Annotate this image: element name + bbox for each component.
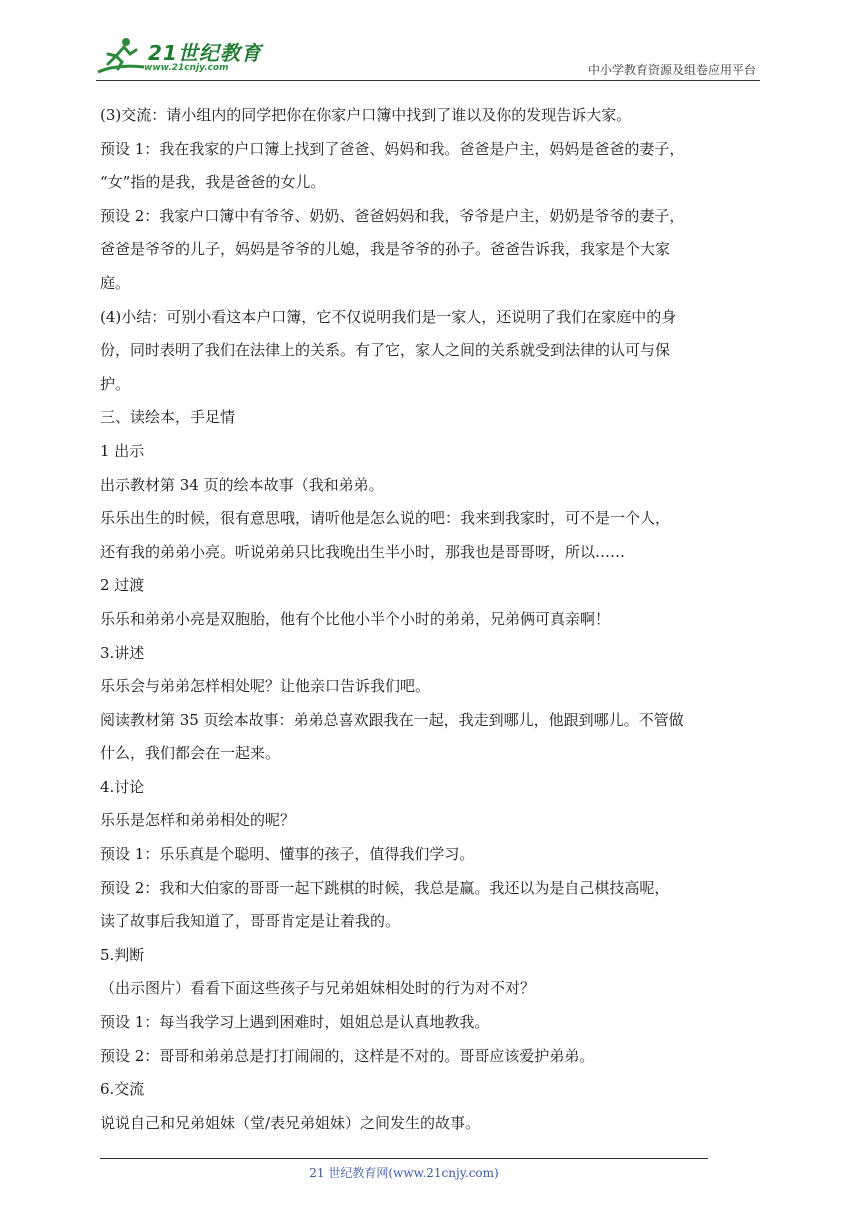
header-divider xyxy=(96,80,760,81)
logo-text: 21世纪教育 xyxy=(148,41,262,65)
footer-divider xyxy=(100,1158,708,1159)
text-line: 预设 1：乐乐真是个聪明、懂事的孩子，值得我们学习。 xyxy=(100,845,475,864)
text-line: 护。 xyxy=(100,374,131,393)
text-line: (3)交流：请小组内的同学把你在你家户口簿中找到了谁以及你的发现告诉大家。 xyxy=(100,106,632,124)
step-heading: 5.判断 xyxy=(100,945,145,964)
text-line: 乐乐会与弟弟怎样相处呢？让他亲口告诉我们吧。 xyxy=(100,677,431,696)
text-line: “女”指的是我，我是爸爸的女儿。 xyxy=(100,173,326,192)
text-line: 预设 1：我在我家的户口簿上找到了爸爸、妈妈和我。爸爸是户主，妈妈是爸爸的妻子， xyxy=(100,139,685,158)
footer-link[interactable]: 21 世纪教育网(www.21cnjy.com) xyxy=(309,1166,499,1180)
running-figure-icon xyxy=(96,36,146,78)
step-heading: 1 出示 xyxy=(100,441,145,460)
text-line: 庭。 xyxy=(100,273,131,292)
text-line: 阅读教材第 35 页绘本故事：弟弟总喜欢跟我在一起，我走到哪儿，他跟到哪儿。不管做 xyxy=(100,710,684,729)
text-line: 预设 2：哥哥和弟弟总是打打闹闹的，这样是不对的。哥哥应该爱护弟弟。 xyxy=(100,1046,595,1065)
step-heading: 3.讲述 xyxy=(100,643,145,662)
section-heading: 三、读绘本，手足情 xyxy=(100,408,236,427)
text-line: 出示教材第 34 页的绘本故事（我和弟弟。 xyxy=(100,475,384,494)
text-line: （出示图片）看看下面这些孩子与兄弟姐妹相处时的行为对不对？ xyxy=(100,979,536,998)
text-line: 预设 2：我家户口簿中有爷爷、奶奶、爸爸妈妈和我，爷爷是户主，奶奶是爷爷的妻子， xyxy=(100,206,685,225)
text-line: 预设 1：每当我学习上遇到困难时，姐姐总是认真地教我。 xyxy=(100,1013,490,1032)
page-header xyxy=(0,0,860,84)
text-line: 说说自己和兄弟姐妹（堂/表兄弟姐妹）之间发生的故事。 xyxy=(100,1113,481,1132)
text-line: 乐乐和弟弟小亮是双胞胎，他有个比他小半个小时的弟弟，兄弟俩可真亲啊！ xyxy=(100,609,611,628)
step-heading: 4.讨论 xyxy=(100,777,145,796)
text-line: 什么，我们都会在一起来。 xyxy=(100,744,281,763)
text-line: 爸爸是爷爷的儿子，妈妈是爷爷的儿媳，我是爷爷的孙子。爸爸告诉我，我家是个大家 xyxy=(100,240,671,259)
text-line: 还有我的弟弟小亮。听说弟弟只比我晚出生半小时，那我也是哥哥呀，所以…… xyxy=(100,542,626,561)
text-line: 份，同时表明了我们在法律上的关系。有了它，家人之间的关系就受到法律的认可与保 xyxy=(100,341,671,360)
text-line: (4)小结：可别小看这本户口簿，它不仅说明我们是一家人，还说明了我们在家庭中的身 xyxy=(100,307,677,326)
text-line: 读了故事后我知道了，哥哥肯定是让着我的。 xyxy=(100,912,401,931)
step-heading: 6.交流 xyxy=(100,1080,145,1099)
document-body xyxy=(100,99,764,1140)
step-heading: 2 过渡 xyxy=(100,576,145,595)
site-logo[interactable] xyxy=(96,36,266,78)
platform-name: 中小学教育资源及组卷应用平台 xyxy=(587,63,756,77)
logo-url: www.21cnjy.com xyxy=(144,63,229,73)
text-line: 乐乐出生的时候，很有意思哦，请听他是怎么说的吧：我来到我家时，可不是一个人， xyxy=(100,509,671,528)
text-line: 预设 2：我和大伯家的哥哥一起下跳棋的时候，我总是赢。我还以为是自己棋技高呢， xyxy=(100,878,670,897)
text-line: 乐乐是怎样和弟弟相处的呢？ xyxy=(100,811,296,830)
